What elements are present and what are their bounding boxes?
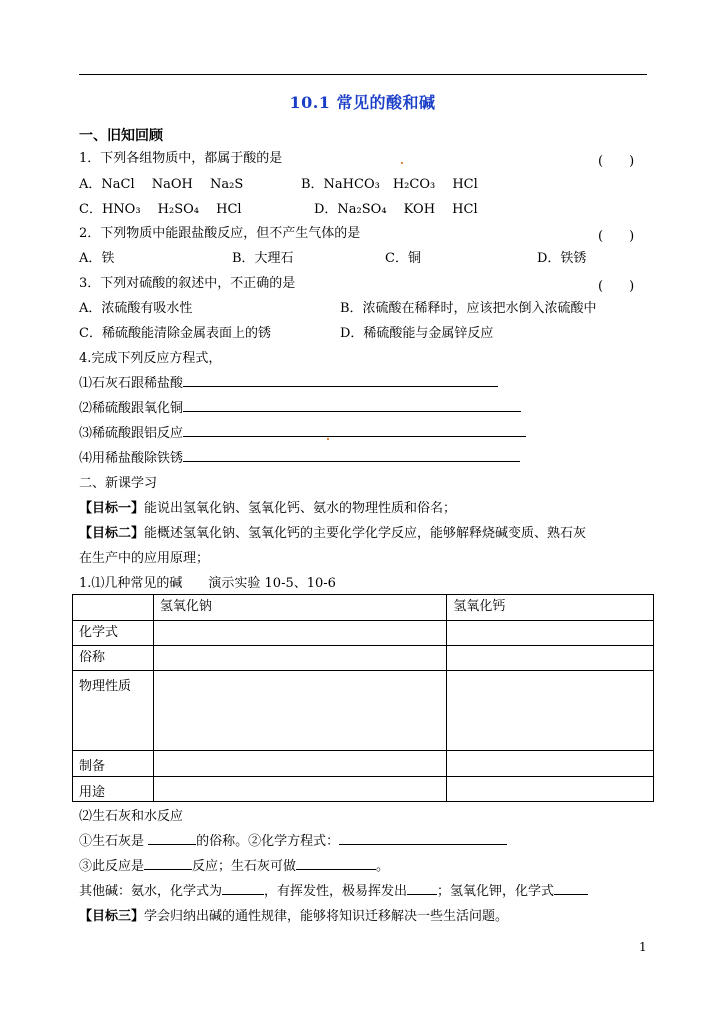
equation-blank-2[interactable]: [183, 411, 521, 412]
goal-2: [79, 525, 586, 543]
answer-bracket-1: ( ): [598, 154, 635, 169]
question-3-stem: 3．下列对硫酸的叙述中，不正确的是: [79, 276, 296, 291]
row-label: 用途: [73, 777, 154, 802]
equation-label-1: ⑴石灰石跟稀盐酸: [79, 376, 184, 391]
quicklime-blank-4[interactable]: [296, 869, 376, 870]
table-cell[interactable]: [153, 621, 446, 646]
goal-1-text: 能说出氢氧化钠、氢氧化钙、氨水的物理性质和俗名；: [144, 501, 457, 516]
table-header-cell: 氢氧化钠: [153, 595, 446, 621]
header-rule: [79, 74, 647, 75]
question-3-option-c: C．稀硫酸能清除金属表面上的锈: [79, 326, 271, 341]
section-new-heading: 二、新课学习: [79, 476, 158, 491]
row-label: 化学式: [73, 621, 154, 646]
other-bases-text-a: 其他碱：氨水，化学式为: [79, 884, 223, 899]
table-row: [73, 646, 654, 671]
table-cell[interactable]: [153, 751, 446, 777]
base-properties-table: [72, 594, 654, 802]
other-bases-text-c: ；氢氧化钾，化学式: [437, 884, 555, 899]
quicklime-text-c: ③此反应是: [79, 859, 145, 874]
table-cell[interactable]: [447, 671, 654, 751]
equation-line-4: [79, 450, 520, 468]
row-label: 制备: [73, 751, 154, 777]
goal-1-tag: 【目标一】: [79, 501, 145, 516]
equation-label-2: ⑵稀硫酸跟氧化铜: [79, 401, 184, 416]
equation-label-3: ⑶稀硫酸跟铝反应: [79, 426, 184, 441]
equation-blank-4[interactable]: [183, 461, 520, 462]
stray-mark: [401, 162, 403, 164]
question-2-stem: 2．下列物质中能跟盐酸反应，但不产生气体的是: [79, 226, 361, 241]
quicklime-text-d: 反应；生石灰可做: [192, 859, 297, 874]
goal-3-tag: 【目标三】: [79, 909, 145, 924]
equation-line-3: [79, 425, 526, 443]
goal-1: [79, 500, 456, 518]
part-1-heading: 1.⑴几种常见的碱 演示实验 10-5、10-6: [79, 576, 336, 591]
quicklime-blank-1[interactable]: [148, 844, 196, 845]
row-label: 俗称: [73, 646, 154, 671]
other-bases-blank-2[interactable]: [407, 894, 437, 895]
quicklime-blank-3[interactable]: [144, 869, 192, 870]
table-row: [73, 751, 654, 777]
other-bases-text-b: ，有挥发性，极易挥发出: [264, 884, 408, 899]
table-row: [73, 671, 654, 751]
equation-label-4: ⑷用稀盐酸除铁锈: [79, 451, 184, 466]
other-bases-line: [79, 883, 588, 901]
part-2-heading: ⑵生石灰和水反应: [79, 809, 184, 824]
goal-3: [79, 908, 508, 926]
question-1-option-c: C．HNO₃ H₂SO₄ HCl: [79, 202, 242, 217]
question-2-option-b: B．大理石: [232, 251, 294, 266]
question-2-option-a: A．铁: [79, 251, 115, 266]
table-cell[interactable]: [153, 646, 446, 671]
table-cell[interactable]: [447, 777, 654, 802]
section-review-heading: 一、旧知回顾: [79, 128, 163, 144]
stray-mark: [327, 438, 329, 440]
quicklime-text-e: 。: [376, 859, 390, 874]
goal-2-continued: 在生产中的应用原理；: [79, 551, 210, 566]
table-cell[interactable]: [447, 751, 654, 777]
question-2-option-d: D．铁锈: [537, 251, 587, 266]
goal-2-text: 能概述氢氧化钠、氢氧化钙的主要化学化学反应，能够解释烧碱变质、熟石灰: [144, 526, 587, 541]
question-2-option-c: C．铜: [385, 251, 421, 266]
table-cell[interactable]: [447, 621, 654, 646]
equation-line-2: [79, 400, 521, 418]
quicklime-line-2: [79, 858, 389, 876]
goal-3-text: 学会归纳出碱的通性规律，能够将知识迁移解决一些生活问题。: [144, 909, 509, 924]
table-header-cell: [73, 595, 154, 621]
question-1-option-a: A．NaCl NaOH Na₂S: [79, 177, 244, 192]
table-header-cell: 氢氧化钙: [447, 595, 654, 621]
quicklime-line-1: [79, 833, 507, 851]
question-1-option-b: B．NaHCO₃ H₂CO₃ HCl: [301, 177, 478, 192]
page-number: 1: [639, 940, 647, 954]
equation-line-1: [79, 375, 498, 393]
question-3-option-a: A．浓硫酸有吸水性: [79, 301, 193, 316]
question-4-stem: 4.完成下列反应方程式，: [79, 351, 222, 366]
table-cell[interactable]: [153, 671, 446, 751]
question-1-stem: 1．下列各组物质中，都属于酸的是: [79, 151, 283, 166]
question-1-option-d: D．Na₂SO₄ KOH HCl: [314, 202, 478, 217]
question-3-option-b: B．浓硫酸在稀释时，应该把水倒入浓硫酸中: [340, 301, 597, 316]
question-3-option-d: D．稀硫酸能与金属锌反应: [340, 326, 494, 341]
answer-bracket-2: ( ): [598, 229, 635, 244]
quicklime-text-b: 的俗称。②化学方程式：: [196, 834, 340, 849]
table-header-row: [73, 595, 654, 621]
table-row: [73, 777, 654, 802]
table-cell[interactable]: [447, 646, 654, 671]
page-title: 10.1 常见的酸和碱: [289, 93, 436, 112]
other-bases-blank-1[interactable]: [222, 894, 264, 895]
row-label: 物理性质: [73, 671, 154, 751]
quicklime-text-a: ①生石灰是: [79, 834, 149, 849]
quicklime-blank-2[interactable]: [339, 844, 507, 845]
answer-bracket-3: ( ): [598, 279, 635, 294]
table-cell[interactable]: [153, 777, 446, 802]
goal-2-tag: 【目标二】: [79, 526, 145, 541]
table-row: [73, 621, 654, 646]
equation-blank-3[interactable]: [183, 436, 526, 437]
equation-blank-1[interactable]: [183, 386, 498, 387]
other-bases-blank-3[interactable]: [554, 894, 588, 895]
